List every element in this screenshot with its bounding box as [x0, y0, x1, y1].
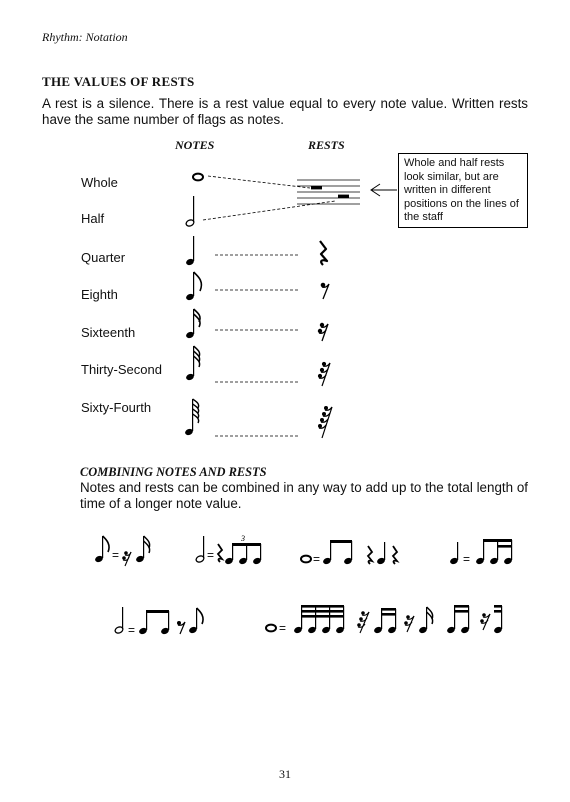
row-label-half: Half — [81, 211, 105, 226]
sixty-fourth-rest-icon — [318, 406, 332, 438]
notes-column-heading: NOTES — [175, 138, 215, 152]
combo-example-3 — [301, 540, 397, 566]
combining-heading: COMBINING NOTES AND RESTS — [80, 465, 267, 479]
row-label-sixty-fourth: Sixty-Fourth — [81, 400, 152, 415]
thirty-second-note-icon — [185, 346, 199, 381]
callout-arrow — [371, 184, 397, 196]
whole-rest-icon — [311, 186, 322, 189]
combo-example-4 — [449, 539, 513, 566]
row-label-eighth: Eighth — [81, 287, 118, 302]
row-label-sixteenth: Sixteenth — [81, 325, 136, 340]
equals-sign: = — [313, 552, 321, 566]
combo-example-2 — [195, 534, 262, 565]
row-label-whole: Whole — [81, 175, 118, 190]
quarter-note-icon — [185, 236, 195, 266]
combo-example-5 — [114, 607, 203, 637]
combo-example-1 — [94, 536, 149, 566]
tuplet-number: 3 — [241, 534, 245, 543]
whole-note-icon — [193, 174, 203, 181]
sixteenth-rest-icon — [318, 323, 328, 341]
eighth-rest-icon — [321, 283, 329, 299]
quarter-rest-icon — [320, 241, 327, 265]
half-rest-icon — [338, 195, 349, 198]
rests-column-heading: RESTS — [308, 138, 345, 152]
combo-example-6 — [266, 605, 503, 635]
thirty-second-rest-icon — [318, 362, 330, 386]
rest-staff — [297, 180, 360, 204]
dashed-connectors — [203, 176, 335, 436]
intro-paragraph: A rest is a silence. There is a rest value equal to every note value. Written rests have the same number of flags as notes. — [42, 96, 528, 127]
equals-sign: = — [279, 621, 287, 635]
page-number: 31 — [279, 767, 291, 781]
equals-sign: = — [128, 623, 136, 637]
running-header: Rhythm: Notation — [42, 30, 128, 44]
callout-box: Whole and half rests look similar, but are written in different positions on the lines of the staff — [398, 153, 528, 228]
equals-sign: = — [207, 548, 215, 562]
combining-paragraph: Notes and rests can be combined in any way to add up to the total length of time of a longer note value. — [80, 480, 528, 511]
row-label-thirty-second: Thirty-Second — [81, 362, 162, 377]
eighth-note-icon — [185, 272, 201, 301]
half-note-icon — [185, 196, 195, 227]
equals-sign: = — [112, 548, 120, 562]
section-title: THE VALUES OF RESTS — [42, 74, 195, 89]
sixteenth-note-icon — [185, 309, 200, 339]
row-label-quarter: Quarter — [81, 250, 126, 265]
equals-sign: = — [463, 552, 471, 566]
sixty-fourth-note-icon — [184, 399, 198, 436]
